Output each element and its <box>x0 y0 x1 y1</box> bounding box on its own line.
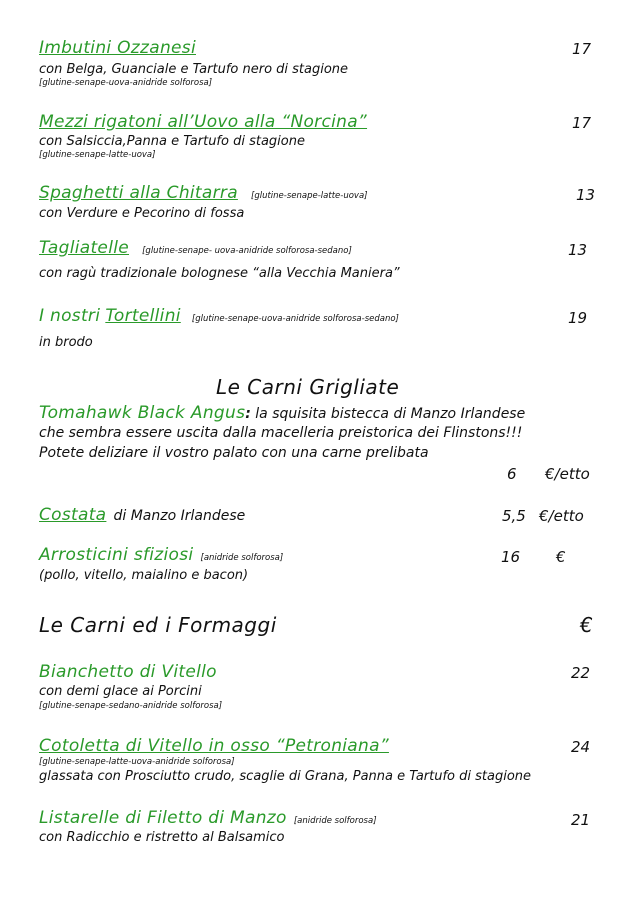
dish-desc-arrosticini: (pollo, vitello, maialino e bacon) <box>39 568 249 583</box>
dish-desc-cotoletta: glassata con Prosciutto crudo, scaglie di Grana, Panna e Tartufo di stagione <box>39 769 532 784</box>
dish-desc-rigatoni: con Salsiccia,Panna e Tartufo di stagione <box>39 134 305 149</box>
dish-allergens-spaghetti: [glutine-senape-latte-uova] <box>251 191 368 201</box>
dish-name-prefix-tortellini: I nostri <box>39 306 101 326</box>
dish-allergens-rigatoni: [glutine-senape-latte-uova] <box>39 150 156 160</box>
dish-desc-tortellini: in brodo <box>39 335 93 350</box>
dish-row-tortellini <box>39 306 399 326</box>
dish-desc-tomahawk-3: Potete deliziare il vostro palato con una carne prelibata <box>39 445 429 461</box>
dish-row-spaghetti <box>39 183 367 203</box>
dish-name-cotoletta: Cotoletta di Vitello in osso “Petroniana” <box>39 736 389 756</box>
section-heading-carni-formaggi: Le Carni ed i Formaggi <box>39 613 277 637</box>
dish-price-cotoletta: 24 <box>571 738 591 756</box>
dish-row-listarelle <box>39 808 377 828</box>
dish-name-bianchetto: Bianchetto di Vitello <box>39 662 217 682</box>
dish-price-imbutini: 17 <box>572 40 592 58</box>
dish-desc-listarelle: con Radicchio e ristretto al Balsamico <box>39 830 285 845</box>
dish-unit-costata: €/etto <box>539 507 584 525</box>
dish-price-costata: 5,5 <box>502 507 526 525</box>
dish-desc-tomahawk-1: la squisita bistecca di Manzo Irlandese <box>250 406 526 422</box>
dish-allergens-tortellini: [glutine-senape-uova-anidride solforosa-sedano] <box>191 314 399 324</box>
dish-price-tagliatelle: 13 <box>568 241 588 259</box>
dish-name-imbutini: Imbutini Ozzanesi <box>39 38 196 58</box>
dish-row-costata <box>39 505 245 525</box>
dish-allergens-arrosticini: [anidride solforosa] <box>200 553 284 563</box>
dish-name-tagliatelle: Tagliatelle <box>39 238 130 258</box>
tomahawk-colon: : <box>245 406 251 422</box>
dish-price-tortellini: 19 <box>568 309 588 327</box>
dish-price-arrosticini: 16 <box>501 548 521 566</box>
dish-price-listarelle: 21 <box>571 811 591 829</box>
dish-name-costata: Costata <box>39 505 107 525</box>
dish-desc-bianchetto: con demi glace ai Porcini <box>39 684 202 699</box>
dish-name-listarelle: Listarelle di Filetto di Manzo <box>39 808 287 828</box>
dish-allergens-bianchetto: [glutine-senape-sedano-anidride solforosa] <box>39 701 223 711</box>
dish-unit-tomahawk: €/etto <box>545 465 590 483</box>
dish-desc-imbutini: con Belga, Guanciale e Tartufo nero di stagione <box>39 62 349 77</box>
dish-allergens-imbutini: [glutine-senape-uova-anidride solforosa] <box>39 78 213 88</box>
dish-name-arrosticini: Arrosticini sfiziosi <box>39 545 194 565</box>
dish-price-tomahawk: 6 <box>507 465 517 483</box>
dish-desc-tagliatelle: con ragù tradizionale bolognese “alla Vecchia Maniera” <box>39 266 400 281</box>
dish-name-tomahawk: Tomahawk Black Angus <box>39 403 246 423</box>
dish-unit-arrosticini: € <box>556 548 566 566</box>
section-currency-carni-formaggi: € <box>580 613 594 637</box>
dish-desc-costata: di Manzo Irlandese <box>113 508 246 524</box>
dish-price-spaghetti: 13 <box>576 186 596 204</box>
dish-name-tortellini: Tortellini <box>105 306 181 326</box>
section-heading-carni-grigliate: Le Carni Grigliate <box>216 375 400 399</box>
dish-price-bianchetto: 22 <box>571 664 591 682</box>
dish-allergens-listarelle: [anidride solforosa] <box>293 816 377 826</box>
dish-desc-spaghetti: con Verdure e Pecorino di fossa <box>39 206 245 221</box>
dish-allergens-cotoletta: [glutine-senape-latte-uova-anidride solforosa] <box>39 757 235 767</box>
dish-row-tomahawk <box>39 403 525 423</box>
dish-allergens-tagliatelle: [glutine-senape- uova-anidride solforosa-sedano] <box>142 246 352 256</box>
dish-row-arrosticini <box>39 545 283 565</box>
dish-row-tagliatelle <box>39 238 352 258</box>
dish-desc-tomahawk-2: che sembra essere uscita dalla macelleria preistorica dei Flinstons!!! <box>39 425 523 441</box>
dish-name-rigatoni: Mezzi rigatoni all’Uovo alla “Norcina” <box>39 112 368 132</box>
dish-price-rigatoni: 17 <box>572 114 592 132</box>
dish-name-spaghetti: Spaghetti alla Chitarra <box>39 183 238 203</box>
